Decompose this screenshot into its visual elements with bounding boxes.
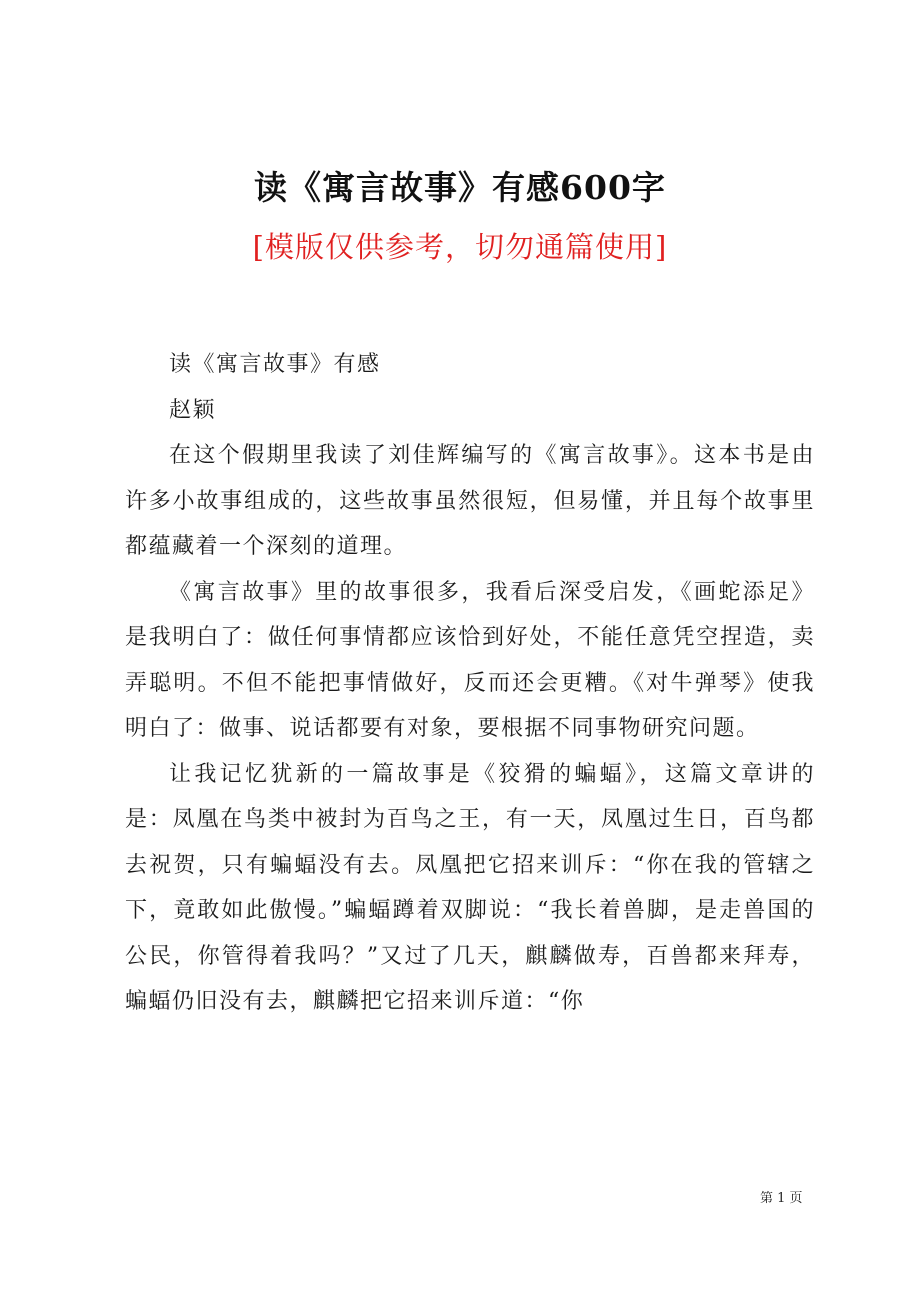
- paragraph-1: 在这个假期里我读了刘佳辉编写的《寓言故事》。这本书是由许多小故事组成的，这些故事虽然很短，但易懂，并且每个故事里都蕴藏着一个深刻的道理。: [125, 443, 815, 559]
- essay-heading: 读《寓言故事》有感: [169, 352, 381, 377]
- paragraph-3: 让我记忆犹新的一篇故事是《狡猾的蝙蝠》，这篇文章讲的是：凤凰在鸟类中被封为百鸟之王，有一天，凤凰过生日，百鸟都去祝贺，只有蝙蝠没有去。凤凰把它招来训斥：“你在我的管辖之下，竟敢如此傲慢。”蝙蝠蹲着双脚说：“我长着兽脚，是走兽国的公民，你管得着我吗？”又过了几天，麒麟做寿，百兽都来拜寿，蝙蝠仍旧没有去，麒麟把它招来训斥道：“你: [125, 761, 815, 1014]
- paragraph-2: 《寓言故事》里的故事很多，我看后深受启发，《画蛇添足》是我明白了：做任何事情都应该恰到好处，不能任意凭空捏造，卖弄聪明。不但不能把事情做好，反而还会更糟。《对牛弹琴》使我明白了：做事、说话都要有对象，要根据不同事物研究问题。: [125, 579, 815, 741]
- document-title: 读《寓言故事》有感600字: [254, 168, 666, 207]
- document-body: [125, 342, 815, 1025]
- page-number: 第 1 页: [760, 1191, 803, 1206]
- author-name: 赵颖: [169, 397, 217, 423]
- template-notice: [模版仅供参考，切勿通篇使用]: [252, 230, 668, 264]
